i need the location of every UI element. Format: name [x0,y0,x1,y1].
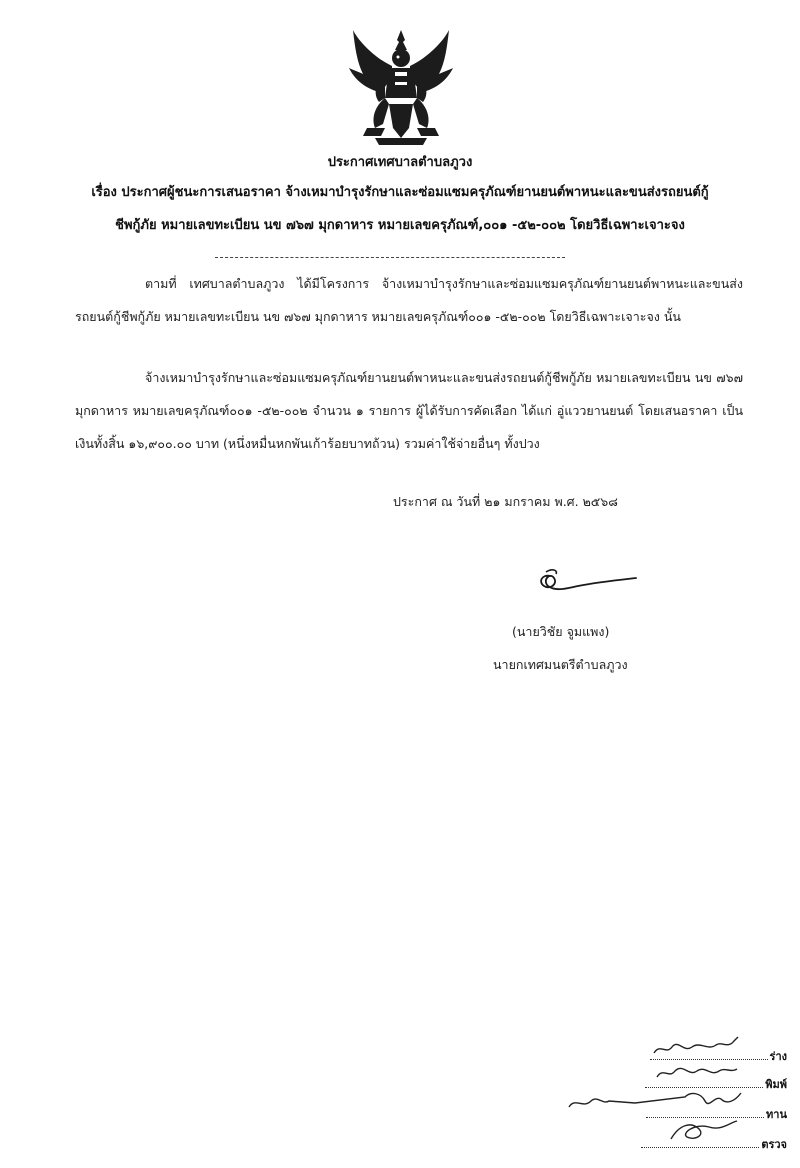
check-label: ตรวจ [761,1138,787,1151]
signatory-position: นายกเทศมนตรีตำบลภูวง [493,657,628,672]
body-paragraph-2: จ้างเหมาบำรุงรักษาและซ่อมแซมครุภัณฑ์ยานยนต์พาหนะและขนส่งรถยนต์กู้ชีพกู้ภัย หมายเลขทะเบียน นข ๗๖๗ มุกดาหาร หมายเลขครุภัณฑ์๐๐๑ -๕๒-๐๐๒ จำนวน ๑ รายการ ผู้ได้รับการคัดเลือก ได้แก่ อู่แววยานยนต์ โดยเสนอราคา เป็นเงินทั้งสิ้น ๑๖,๙๐๐.๐๐ บาท (หนึ่งหมื่นหกพันเก้าร้อยบาทถ้วน) รวมค่าใช้จ่ายอื่นๆ ทั้งปวง [75,370,743,451]
signature-scribble [528,566,638,602]
subject-line-2: ชีพกู้ภัย หมายเลขทะเบียน นข ๗๖๗ มุกดาหาร หมายเลขครุภัณฑ์,๐๐๑ -๕๒-๐๐๒ โดยวิธีเฉพาะเจาะจง [115,218,685,233]
type-label: พิมพ์ [765,1078,787,1091]
body-paragraph-1: ตามที่ เทศบาลตำบลภูวง ได้มีโครงการ จ้างเหมาบำรุงรักษาและซ่อมแซมครุภัณฑ์ยานยนต์พาหนะและขนส่งรถยนต์กู้ชีพกู้ภัย หมายเลขทะเบียน นข ๗๖๗ มุกดาหาร หมายเลขครุภัณฑ์๐๐๑ -๕๒-๐๐๒ โดยวิธีเฉพาะเจาะจง นั้น [75,276,743,324]
announcement-date: ประกาศ ณ วันที่ ๒๑ มกราคม พ.ศ. ๒๕๖๘ [393,494,618,509]
signatory-name: (นายวิชัย จูมแพง) [512,624,610,639]
garuda-emblem-icon [345,28,457,146]
approval-workflow [565,1035,795,1165]
divider [215,257,565,258]
announcement-title: ประกาศเทศบาลตำบลภูวง [327,155,473,170]
draft-label: ร่าง [769,1050,787,1063]
workflow-row-check [641,1135,787,1153]
subject-line-1: เรื่อง ประกาศผู้ชนะการเสนอราคา จ้างเหมาบำรุงรักษาและซ่อมแซมครุภัณฑ์ยานยนต์พาหนะและขนส่งรถยนต์กู้ [91,185,709,200]
review-label: ทาน [766,1108,787,1121]
announcement-subject [40,176,760,242]
